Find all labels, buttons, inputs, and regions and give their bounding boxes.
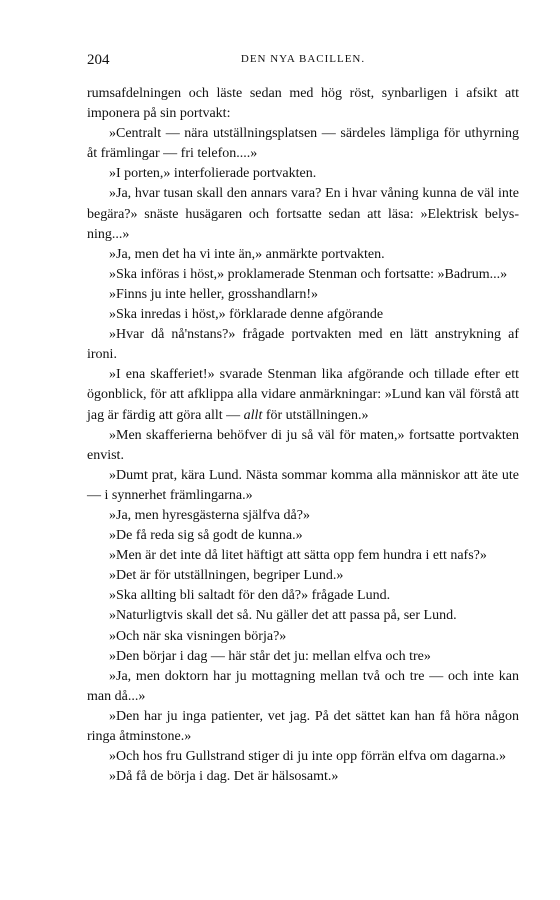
paragraph: »Hvar då nå'nstans?» frågade portvakten med en lätt anstrykning af ironi.: [87, 327, 519, 363]
paragraph: »Den börjar i dag — här står det ju: mellan elfva och tre»: [109, 648, 431, 664]
italic-word: allt: [243, 407, 263, 423]
paragraph: »Men är det inte då litet häftigt att sätta opp fem hundra i ett nafs?»: [109, 548, 487, 564]
paragraph: »Naturligtvis skall det så. Nu gäller det att passa på, ser Lund.: [109, 608, 457, 624]
paragraph: »Och hos fru Gullstrand stiger di ju inte opp förrän elfva om dagarna.»: [109, 749, 506, 765]
paragraph: »Ska införas i höst,» proklamerade Stenman och fortsatte: »Badrum...»: [109, 266, 508, 282]
paragraph: »Det är för utställningen, begriper Lund.»: [109, 568, 344, 584]
paragraph: »De få reda sig så godt de kunna.»: [109, 528, 303, 544]
paragraph: »Men skafferierna behöfver di ju så väl för maten,» fortsatte portvakten envist.: [87, 427, 519, 463]
page-number: 204: [87, 52, 110, 68]
paragraph: rumsafdelningen och läste sedan med hög röst, synbarligen i afsikt att imponera på sin portvakt:: [87, 86, 519, 122]
page-header: [87, 52, 519, 76]
running-title: DEN NYA BACILLEN.: [240, 53, 366, 65]
paragraph: »Finns ju inte heller, grosshandlarn!»: [109, 286, 319, 302]
paragraph: »Ja, men hyresgästerna själfva då?»: [109, 507, 310, 523]
paragraph: [87, 365, 519, 425]
paragraph: »I porten,» interfolierade portvakten.: [109, 166, 317, 182]
paragraph: »Ja, men det ha vi inte än,» anmärkte portvakten.: [109, 246, 385, 262]
paragraph: »Då få de börja i dag. Det är hälsosamt.»: [109, 769, 339, 785]
paragraph: »Ska allting bli saltadt för den då?» frågade Lund.: [109, 588, 391, 604]
body-text: [87, 84, 519, 787]
paragraph: »Dumt prat, kära Lund. Nästa sommar komma alla människor att äte ute — i synnerhet främlingarna.»: [87, 467, 519, 503]
paragraph-text: »I ena skafferiet!» svarade Stenman lika afgörande och tillade efter ett ögonblick, för att afklippa alla vidare anmärkningar: »Lund kan väl förstå att jag är färdig att göra allt —: [87, 367, 519, 423]
paragraph: »Ja, men doktorn har ju mottagning mellan två och tre — och inte kan man då...»: [87, 668, 519, 704]
paragraph: »Den har ju inga patienter, vet jag. På det sättet kan han få höra någon ringa åtminstone.»: [87, 708, 519, 744]
paragraph: »Och när ska visningen börja?»: [109, 628, 287, 644]
paragraph: »Ska inredas i höst,» förklarade denne afgörande: [109, 307, 384, 323]
paragraph: »Ja, hvar tusan skall den annars vara? En i hvar våning kunna de väl inte begära?» snäste husägaren och fortsatte sedan att läsa: »Elektrisk belysning...»: [87, 186, 519, 242]
paragraph-text: för utställningen.»: [262, 407, 369, 423]
paragraph: »Centralt — nära utställningsplatsen — särdeles lämpliga för uthyrning åt främlingar — fri telefon....»: [87, 126, 519, 162]
book-page: [87, 52, 519, 787]
